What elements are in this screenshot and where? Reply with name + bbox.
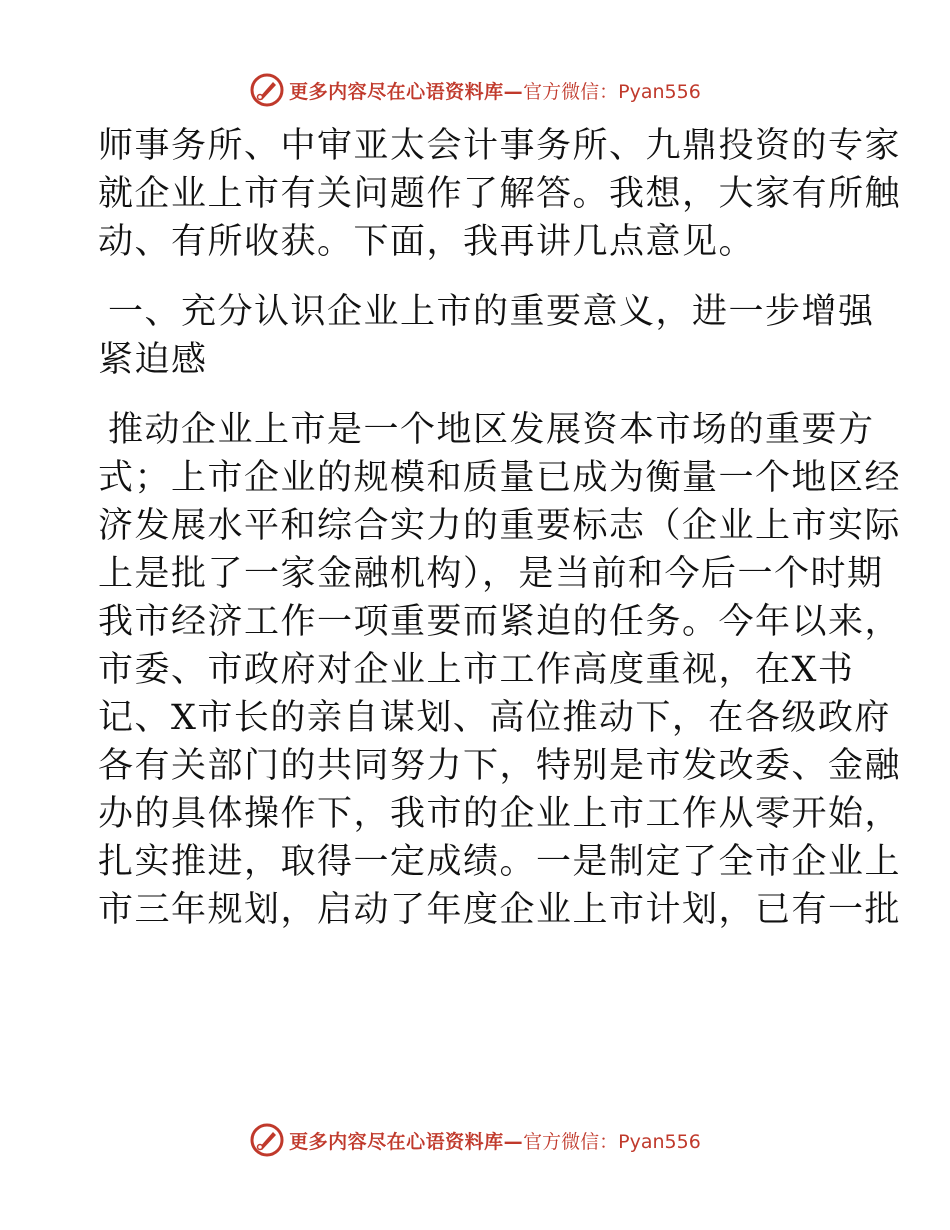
heading-line: 紧迫感	[98, 340, 208, 380]
banner-contact: 官方微信：Pyan556	[523, 80, 701, 103]
banner-contact: 官方微信：Pyan556	[523, 1130, 701, 1153]
quill-logo-icon	[249, 72, 285, 108]
text-line: 扎实推进，取得一定成绩。一是制定了全市企业上	[98, 842, 902, 882]
text-line: 市委、市政府对企业上市工作高度重视，在X书	[98, 650, 855, 690]
text-line: 师事务所、中审亚太会计事务所、九鼎投资的专家	[98, 126, 902, 166]
text-line: 推动企业上市是一个地区发展资本市场的重要方	[108, 410, 875, 450]
banner-text: 更多内容尽在心语资料库—	[289, 1130, 524, 1153]
quill-logo-icon	[249, 1122, 285, 1158]
text-line: 记、X市长的亲自谋划、高位推动下，在各级政府	[98, 698, 891, 738]
banner-text: 更多内容尽在心语资料库—	[289, 80, 524, 103]
text-line: 动、有所收获。下面，我再讲几点意见。	[98, 222, 756, 262]
footer-banner	[0, 1120, 950, 1160]
text-line: 济发展水平和综合实力的重要标志（企业上市实际	[98, 506, 902, 546]
text-line: 各有关部门的共同努力下，特别是市发改委、金融	[98, 746, 902, 786]
text-line: 办的具体操作下，我市的企业上市工作从零开始，	[98, 794, 902, 834]
text-line: 就企业上市有关问题作了解答。我想，大家有所触	[98, 174, 902, 214]
section-heading	[98, 288, 875, 384]
text-line: 上是批了一家金融机构），是当前和今后一个时期	[98, 554, 884, 594]
text-line: 我市经济工作一项重要而紧迫的任务。今年以来，	[98, 602, 902, 642]
text-line: 市三年规划，启动了年度企业上市计划，已有一批	[98, 890, 902, 930]
heading-line: 一、充分认识企业上市的重要意义，进一步增强	[108, 292, 875, 332]
header-banner	[0, 70, 950, 110]
document-body	[98, 122, 902, 934]
text-line: 式；上市企业的规模和质量已成为衡量一个地区经	[98, 458, 902, 498]
paragraph	[98, 122, 902, 266]
paragraph	[98, 406, 902, 934]
